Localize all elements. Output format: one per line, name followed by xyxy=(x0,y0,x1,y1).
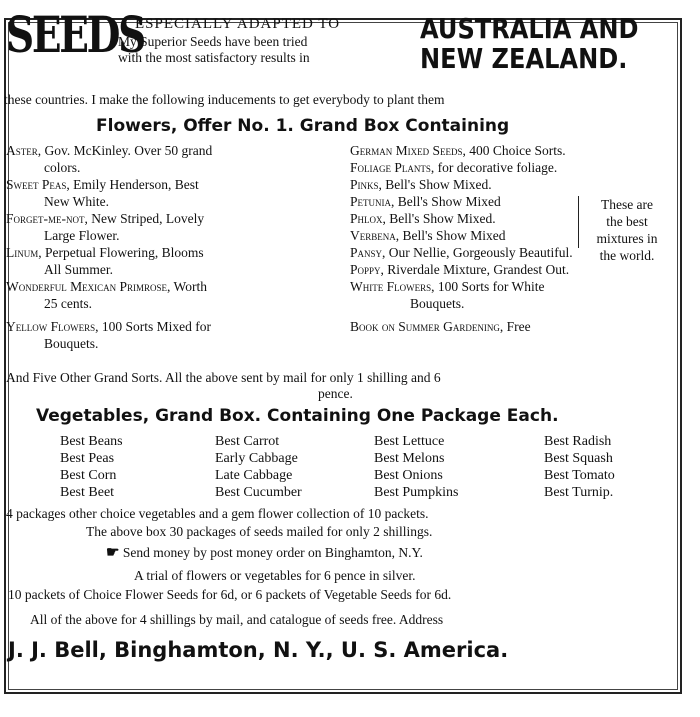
australia-heading: AUSTRALIA AND xyxy=(420,12,639,45)
flower-item: White Flowers, 100 Sorts for White xyxy=(350,279,545,294)
flowers-closing-line-1: And Five Other Grand Sorts. All the above sent by mail for only 1 shilling and 6 xyxy=(6,370,441,385)
flower-item-cont: Bouquets. xyxy=(44,336,99,351)
flower-item-cont: All Summer. xyxy=(44,262,114,277)
veg-item: Best Radish xyxy=(544,434,612,449)
veg-item: Best Beet xyxy=(60,485,115,500)
flower-item: Wonderful Mexican Primrose, Worth xyxy=(6,279,207,294)
book-item: Book on Summer Gardening, Free xyxy=(350,319,531,334)
veg-column-3 xyxy=(374,433,458,501)
veg-item: Best Turnip. xyxy=(544,485,614,500)
flower-item: Aster, Gov. McKinley. Over 50 grand xyxy=(6,143,213,158)
packets-offer: 10 packets of Choice Flower Seeds for 6d, or 6 packets of Vegetable Seeds for 6d. xyxy=(8,587,452,602)
veg-item: Best Onions xyxy=(374,468,443,483)
superior-line-1: My Superior Seeds have been tried xyxy=(118,34,308,49)
all-offer: All of the above for 4 shillings by mail, and catalogue of seeds free. Address xyxy=(30,612,444,627)
veg-item: Best Beans xyxy=(60,434,123,449)
veg-item: Best Squash xyxy=(544,451,613,466)
veg-item: Best Melons xyxy=(374,451,445,466)
flower-item: Foliage Plants, for decorative foliage. xyxy=(350,160,558,175)
flower-item-cont: Bouquets. xyxy=(410,296,465,311)
flower-item: Pansy, Our Nellie, Gorgeously Beautiful. xyxy=(350,245,573,260)
flowers-closing-line-2: pence. xyxy=(318,386,353,401)
note-line: These are xyxy=(600,197,654,212)
flower-item: Poppy, Riverdale Mixture, Grandest Out. xyxy=(350,262,570,277)
superior-line-2: with the most satisfactory results in xyxy=(118,50,310,65)
flower-item: Sweet Peas, Emily Henderson, Best xyxy=(6,177,199,192)
flower-item: Verbena, Bell's Show Mixed xyxy=(350,228,506,243)
note-line: the best xyxy=(606,214,648,229)
veg-item: Best Corn xyxy=(60,468,117,483)
mixtures-note xyxy=(578,196,675,263)
veg-item: Best Cucumber xyxy=(215,485,302,500)
note-line: mixtures in xyxy=(596,231,658,246)
flower-item-cont: 25 cents. xyxy=(44,296,92,311)
money-line xyxy=(106,543,423,562)
veg-item: Best Lettuce xyxy=(374,434,445,449)
veg-extra: 4 packages other choice vegetables and a gem flower collection of 10 packets. xyxy=(6,506,429,521)
veg-item: Best Carrot xyxy=(215,434,280,449)
flower-item: Pinks, Bell's Show Mixed. xyxy=(350,177,492,192)
veg-column-2 xyxy=(215,433,302,501)
flower-item-cont: colors. xyxy=(44,160,81,175)
intro-text: these countries. I make the following inducements to get everybody to plant them xyxy=(4,92,445,107)
flower-item-cont: Large Flower. xyxy=(44,228,120,243)
flower-item: Phlox, Bell's Show Mixed. xyxy=(350,211,496,226)
adapted-text: ESPECIALLY ADAPTED TO xyxy=(135,16,341,32)
veg-item: Best Peas xyxy=(60,451,115,466)
veg-column-1 xyxy=(60,433,123,501)
flowers-heading: Flowers, Offer No. 1. Grand Box Containing xyxy=(96,116,510,136)
veg-item: Late Cabbage xyxy=(215,468,293,483)
veg-price: The above box 30 packages of seeds mailed for only 2 shillings. xyxy=(86,524,433,539)
new-zealand-heading: NEW ZEALAND. xyxy=(420,42,628,75)
flower-item: Yellow Flowers, 100 Sorts Mixed for xyxy=(6,319,211,334)
veg-item: Best Tomato xyxy=(544,468,615,483)
flower-item: Linum, Perpetual Flowering, Blooms xyxy=(6,245,204,260)
money-text: Send money by post money order on Binghamton, N.Y. xyxy=(122,545,423,560)
flower-item: Petunia, Bell's Show Mixed xyxy=(350,194,501,209)
veg-item: Best Pumpkins xyxy=(374,485,459,500)
superior-text xyxy=(118,34,310,66)
veg-column-4 xyxy=(544,433,615,501)
pointing-hand-icon: ☛ xyxy=(106,545,120,561)
veg-item: Early Cabbage xyxy=(215,451,298,466)
trial-offer: A trial of flowers or vegetables for 6 pence in silver. xyxy=(134,568,416,583)
flowers-left-column xyxy=(6,142,336,352)
seeds-title: SEEDS xyxy=(6,5,144,64)
flower-item: German Mixed Seeds, 400 Choice Sorts. xyxy=(350,143,566,158)
flower-item: Forget-me-not, New Striped, Lovely xyxy=(6,211,205,226)
note-line: the world. xyxy=(599,248,655,263)
address-footer: J. J. Bell, Binghamton, N. Y., U. S. America. xyxy=(8,638,509,662)
vegetables-heading: Vegetables, Grand Box. Containing One Package Each. xyxy=(36,406,559,426)
flower-item-cont: New White. xyxy=(44,194,109,209)
